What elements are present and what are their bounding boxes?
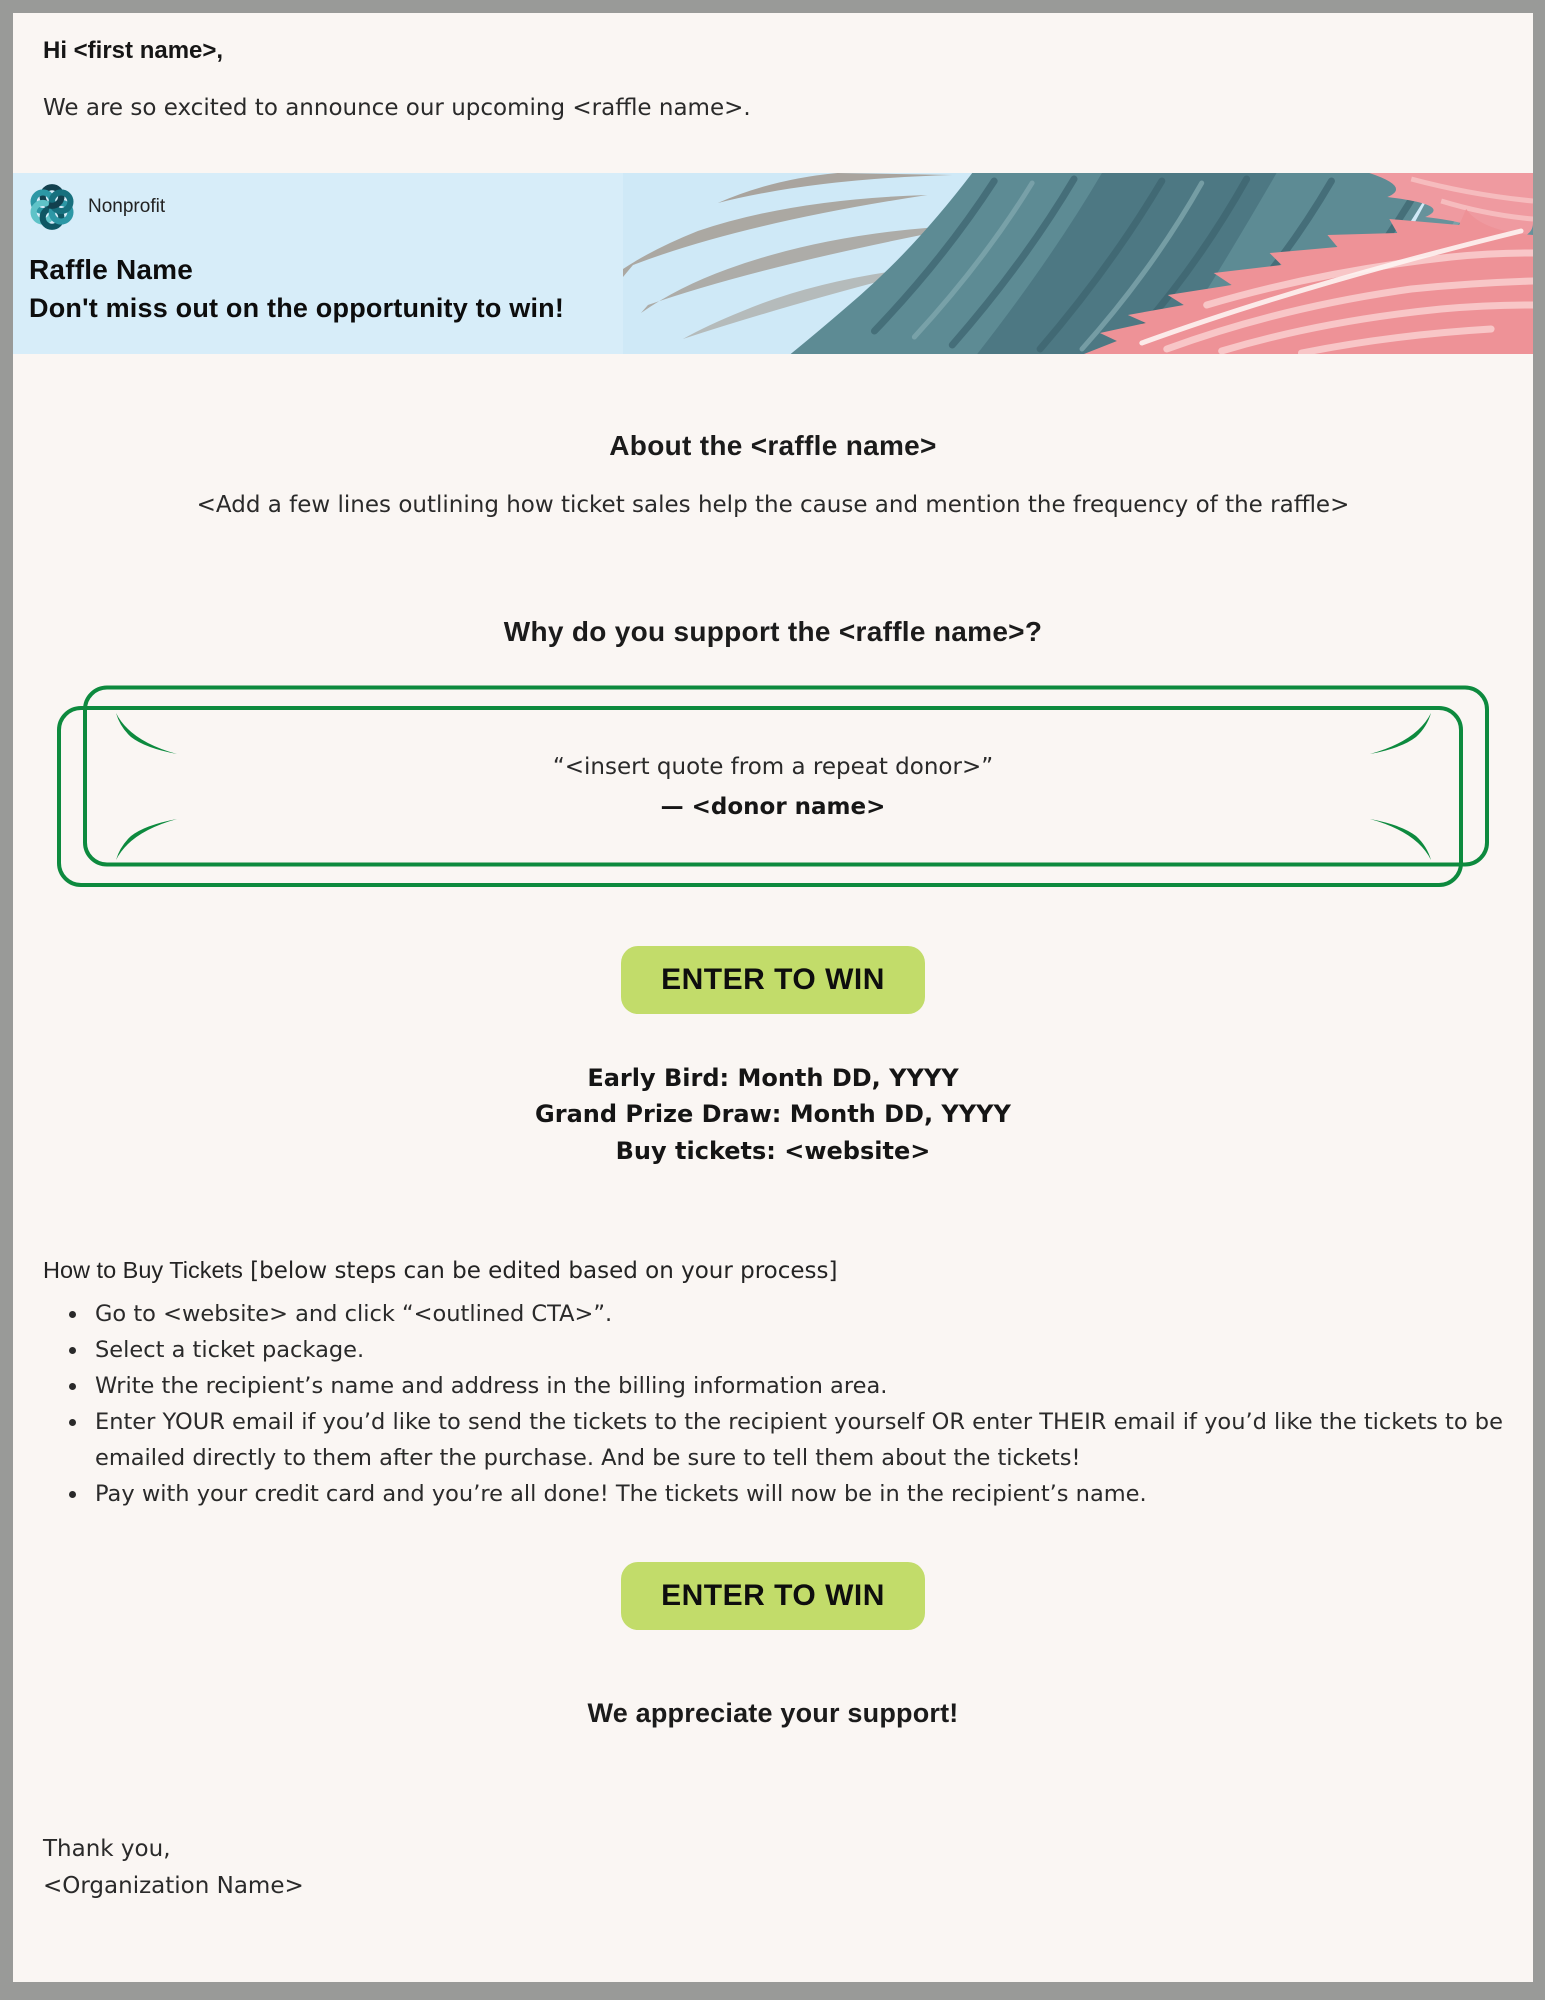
quote-content [55,684,1492,890]
key-dates [13,1060,1533,1169]
quote-text: “<insert quote from a repeat donor>” [552,754,994,780]
brand [29,184,623,230]
quote-attribution: — <donor name> [660,794,886,820]
enter-to-win-button-1[interactable]: ENTER TO WIN [621,946,925,1014]
header-banner [13,173,1533,354]
knot-flower-logo-icon [29,184,75,230]
how-to-step: • Pay with your credit card and you’re all done! The tickets will now be in the recipient’s name. [89,1476,1509,1512]
buy-tickets-line: Buy tickets: <website> [615,1136,931,1165]
signature-thanks: Thank you, [43,1836,171,1863]
about-heading: About the <raffle name> [609,430,937,461]
cta-row-2 [13,1562,1533,1630]
how-to-heading-lead: How to Buy Tickets [43,1257,243,1284]
how-to-step: • Write the recipient’s name and address in the billing information area. [89,1368,1509,1404]
greeting-salutation: Hi <first name>, [43,37,224,64]
how-to-heading [43,1257,1503,1284]
banner-title: Raffle Name [29,254,194,285]
signature-org: <Organization Name> [43,1873,304,1900]
how-to-step: • Go to <website> and click “<outlined CTA>”. [89,1296,1509,1332]
how-to-step: • Enter YOUR email if you’d like to send the tickets to the recipient yourself OR enter THEIR email if you’d like the tickets to be emailed directly to them after the purchase. And be sure to tell them about the tickets! [89,1404,1509,1476]
how-to-steps-list [13,1296,1509,1512]
quote-box [55,684,1492,890]
support-heading: Why do you support the <raffle name>? [503,616,1043,647]
enter-to-win-button-2[interactable]: ENTER TO WIN [621,1562,925,1630]
banner-text-area [13,173,623,354]
email-body [13,13,1533,1982]
appreciation-text: We appreciate your support! [587,1698,959,1729]
how-to-heading-note: [below steps can be edited based on your process] [242,1258,838,1285]
intro-text: We are so excited to announce our upcoming <raffle name>. [43,95,751,121]
grand-prize-date: Grand Prize Draw: Month DD, YYYY [535,1100,1011,1129]
cta-row-1 [13,946,1533,1014]
early-bird-date: Early Bird: Month DD, YYYY [587,1064,959,1092]
about-body: <Add a few lines outlining how ticket sales help the cause and mention the frequency of the raffle> [196,492,1350,518]
watercolor-feathers-image [623,173,1533,354]
banner-subtitle: Don't miss out on the opportunity to win! [29,293,565,323]
brand-name: Nonprofit [88,196,166,217]
how-to-step: • Select a ticket package. [89,1332,1509,1368]
signature [43,1831,1503,1905]
